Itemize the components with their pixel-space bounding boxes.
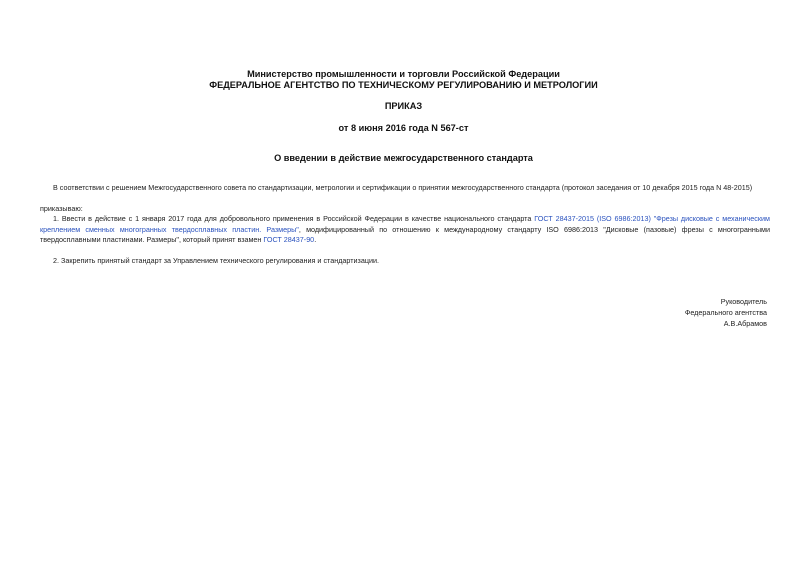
item-1-middle: , модифицированный по отношению к международному стандарту ISO 6986:2013 "Дисковые (пазовые) фрезы с многогранными твердосплавными пластинами. Размеры", который принят взамен [40, 224, 770, 244]
order-subject: О введении в действие межгосударственного стандарта [274, 153, 533, 163]
gost-28437-90-link[interactable]: ГОСТ 28437-90 [263, 235, 315, 244]
signature-title: Руководитель [720, 297, 767, 306]
item-2-paragraph: 2. Закрепить принятый стандарт за Управлением технического регулирования и стандартизации. [53, 256, 379, 265]
signature-agency: Федерального агентства [684, 308, 767, 317]
item-1-suffix: . [314, 235, 317, 244]
item-1-paragraph [40, 214, 770, 246]
signature-name: А.В.Абрамов [723, 319, 767, 328]
gost-28437-2015-link[interactable]: ГОСТ 28437-2015 (ISO 6986:2013) "Фрезы дисковые с механическим креплением сменных многогранных твердосплавных пластин. Размеры" [40, 214, 770, 234]
ministry-title: Министерство промышленности и торговли Российской Федерации [247, 69, 560, 79]
order-heading: ПРИКАЗ [384, 101, 423, 111]
agency-title: ФЕДЕРАЛЬНОЕ АГЕНТСТВО ПО ТЕХНИЧЕСКОМУ РЕГУЛИРОВАНИЮ И МЕТРОЛОГИИ [209, 80, 598, 90]
order-date: от 8 июня 2016 года N 567-ст [338, 123, 469, 133]
basis-paragraph: В соответствии с решением Межгосударственного совета по стандартизации, метрологии и сертификации о принятии межгосударственного стандарта (протокол заседания от 10 декабря 2015 года N 48-2015) [53, 183, 753, 192]
item-1-prefix: 1. Ввести в действие с 1 января 2017 года для добровольного применения в Российской Федерации в качестве национального стандарта [53, 214, 535, 223]
order-word: приказываю: [40, 204, 83, 213]
